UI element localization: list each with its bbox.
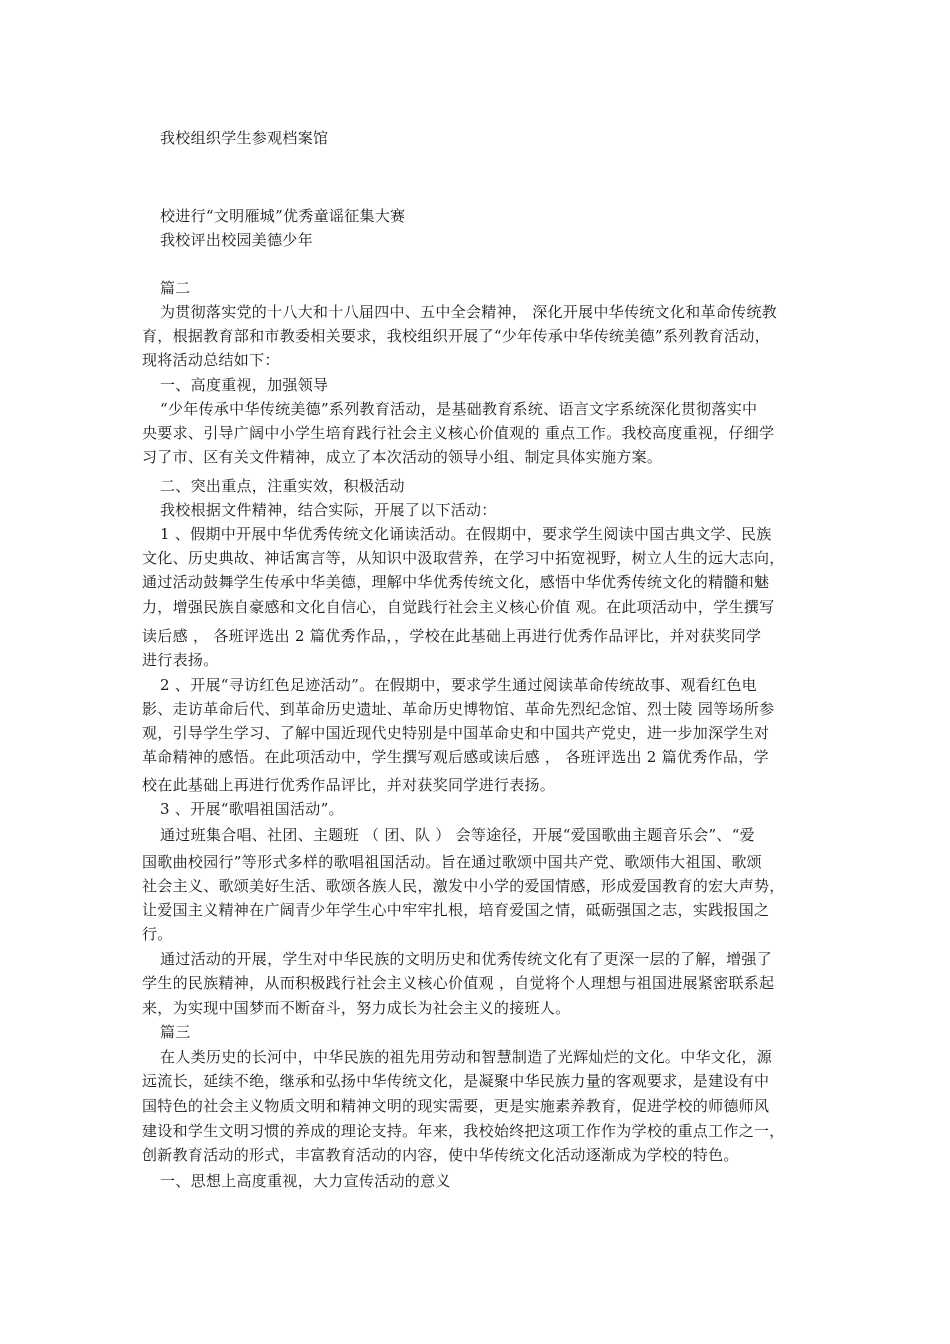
section-heading: 二、突出重点，注重实效，积极活动 — [160, 477, 405, 495]
text-line: 1 、假期中开展中华优秀传统文化诵读活动。在假期中，要求学生阅读中国古典文学、民族 — [160, 525, 772, 543]
text-line: 我校根据文件精神，结合实际，开展了以下活动： — [160, 501, 497, 519]
text-line: 力，增强民族自豪感和文化自信心，自觉践行社会主义核心价值 观。在此项活动中，学生撰写 — [142, 598, 775, 616]
text-line: 社会主义、歌颂美好生活、歌颂各族人民，激发中小学的爱国情感，形成爱国教育的宏大声势， — [142, 877, 785, 895]
text-line: 现将活动总结如下： — [142, 351, 280, 369]
section-heading: 一、高度重视，加强领导 — [160, 376, 329, 394]
text-line: 影、走访革命后代、到革命历史遗址、革命历史博物馆、革命先烈纪念馆、烈士陵 园等场所参 — [142, 700, 775, 718]
text-line: 远流长，延续不绝，继承和弘扬中华传统文化，是凝聚中华民族力量的客观要求，是建设有中 — [142, 1072, 770, 1090]
text-line: 习了市、区有关文件精神，成立了本次活动的领导小组、制定具体实施方案。 — [142, 448, 663, 466]
text-line: 让爱国主义精神在广阔青少年学生心中牢牢扎根，培育爱国之情，砥砺强国之志，实践报国之 — [142, 901, 770, 919]
text-line: 读后感 ， 各班评选出 2 篇优秀作品，，学校在此基础上再进行优秀作品评比，并对获奖同学 — [142, 627, 762, 645]
text-line: 国歌曲校园行”等形式多样的歌唱祖国活动。旨在通过歌颂中国共产党、歌颂伟大祖国、歌颂 — [142, 853, 762, 871]
text-line: 我校评出校园美德少年 — [160, 231, 314, 249]
text-line: 2 、开展“寻访红色足迹活动”。在假期中，要求学生通过阅读革命传统故事、观看红色电 — [160, 676, 757, 694]
text-line: 为贯彻落实党的十八大和十八届四中、五中全会精神， 深化开展中华传统文化和革命传统教 — [160, 303, 778, 321]
text-line: 在人类历史的长河中，中华民族的祖先用劳动和智慧制造了光辉灿烂的文化。中华文化，源 — [160, 1048, 773, 1066]
text-line: 创新教育活动的形式，丰富教育活动的内容，使中华传统文化活动逐渐成为学校的特色。 — [142, 1146, 739, 1164]
text-line: 观，引导学生学习、了解中国近现代史特别是中国革命史和中国共产党史，进一步加深学生对 — [142, 724, 770, 742]
text-line: 校进行“文明雁城”优秀童谣征集大赛 — [160, 207, 406, 225]
text-line: 来，为实现中国梦而不断奋斗，努力成长为社会主义的接班人。 — [142, 999, 571, 1017]
text-line: 建设和学生文明习惯的养成的理论支持。年来，我校始终把这项工作作为学校的重点工作之一， — [142, 1122, 785, 1140]
text-line: “少年传承中华传统美德”系列教育活动，是基础教育系统、语言文字系统深化贯彻落实中 — [160, 400, 758, 418]
text-line: 育，根据教育部和市教委相关要求，我校组织开展了“少年传承中华传统美德”系列教育活动， — [142, 327, 770, 345]
section-heading: 一、思想上高度重视，大力宣传活动的意义 — [160, 1172, 451, 1190]
section-heading: 篇三 — [160, 1023, 191, 1041]
text-line: 我校组织学生参观档案馆 — [160, 129, 329, 147]
section-heading: 篇二 — [160, 279, 191, 297]
text-line: 通过活动鼓舞学生传承中华美德，理解中华优秀传统文化，感悟中华优秀传统文化的精髓和魅 — [142, 573, 770, 591]
text-line: 校在此基础上再进行优秀作品评比，并对获奖同学进行表扬。 — [142, 776, 556, 794]
text-line: 3 、开展“歌唱祖国活动”。 — [160, 800, 344, 818]
text-line: 文化、历史典故、神话寓言等，从知识中汲取营养，在学习中拓宽视野，树立人生的远大志向， — [142, 549, 785, 567]
text-line: 革命精神的感悟。在此项活动中，学生撰写观后感或读后感 ， 各班评选出 2 篇优秀作品，学 — [142, 748, 769, 766]
text-line: 行。 — [142, 925, 173, 943]
text-line: 通过活动的开展，学生对中华民族的文明历史和优秀传统文化有了更深一层的了解，增强了 — [160, 950, 773, 968]
text-line: 学生的民族精神，从而积极践行社会主义核心价值观 ，自觉将个人理想与祖国进展紧密联系起 — [142, 974, 775, 992]
text-line: 国特色的社会主义物质文明和精神文明的现实需要，更是实施素养教育，促进学校的师德师风 — [142, 1097, 770, 1115]
text-line: 进行表扬。 — [142, 651, 219, 669]
text-line: 通过班集合唱、社团、主题班 （ 团、队 ） 会等途径，开展“爱国歌曲主题音乐会”、“爱 — [160, 826, 755, 844]
text-line: 央要求、引导广阔中小学生培育践行社会主义核心价值观的 重点工作。我校高度重视，仔细学 — [142, 424, 775, 442]
